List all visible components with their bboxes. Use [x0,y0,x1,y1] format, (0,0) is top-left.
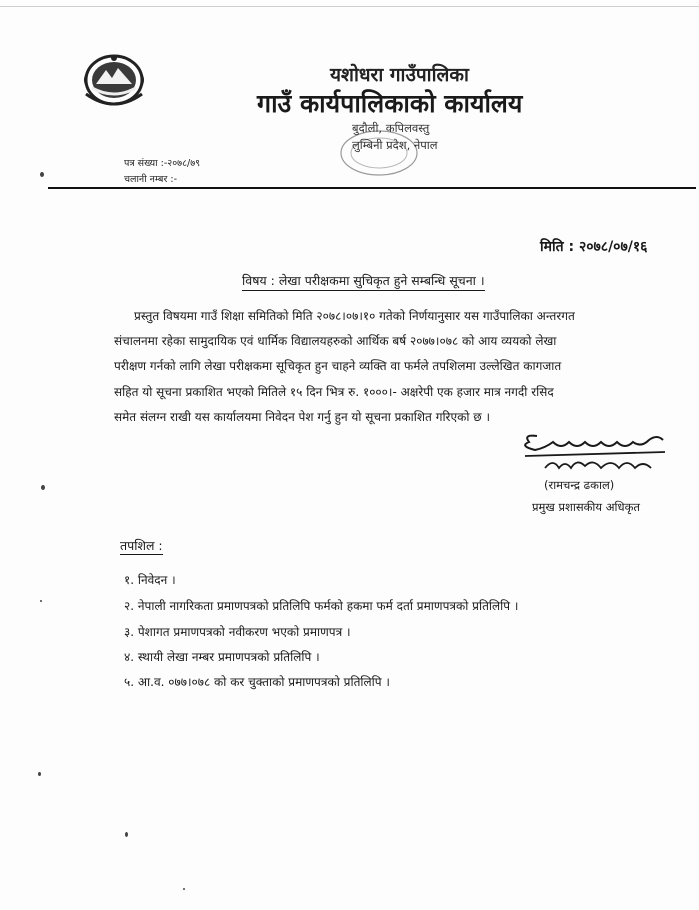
header-divider [48,187,696,189]
annex-item: ३. पेशागत प्रमाणपत्रको नवीकरण भएको प्रमाणपत्र । [124,625,351,639]
annex-heading: तपशिल : [120,538,163,553]
scan-top-edge [0,6,699,7]
body-line: सहित यो सूचना प्रकाशित भएको मितिले १५ दिन भित्र रु. १०००।- अक्षरेपी एक हजार मात्र नगदी रसिद [114,385,554,399]
body-line: समेत संलग्न राखी यस कार्यालयमा निवेदन पेश गर्नु हुन यो सूचना प्रकाशित गरिएको छ । [114,410,491,424]
address-line-2: लुम्बिनी प्रदेश, नेपाल [352,138,438,152]
notice-subject: विषय : लेखा परीक्षकमा सुचिकृत हुने सम्बन्धि सूचना । [242,272,485,291]
signatory-name: (रामचन्द्र ढकाल) [544,478,615,492]
handwritten-signature [515,428,675,480]
address-line-1: बुदौली, कपिलवस्तु [352,121,430,135]
scan-speck [183,888,185,890]
scan-speck [40,172,44,177]
body-line: परीक्षण गर्नको लागि लेखा परीक्षकमा सूचिकृत हुन चाहने व्यक्ति वा फर्मले तपशिलमा उल्लेखित कागजात [114,359,562,373]
body-line: प्रस्तुत विषयमा गाउँ शिक्षा समितिको मिति २०७८।०७।१० गतेको निर्णयानुसार यस गाउँपालिका अन्तरगत [134,309,575,323]
annex-item: २. नेपाली नागरिकता प्रमाणपत्रको प्रतिलिपि फर्मको हकमा फर्म दर्ता प्रमाणपत्रको प्रतिलिपि । [124,599,519,613]
annex-item: १. निवेदन । [124,573,176,587]
scan-speck [41,485,45,490]
scan-speck [125,832,128,837]
dispatch-number: चलानी नम्बर :- [124,174,178,185]
municipal-emblem-icon [78,50,150,112]
scan-speck [40,600,42,602]
body-line: संचालनमा रहेका सामुदायिक एवं धार्मिक विद्यालयहरुको आर्थिक बर्ष २०७७।०७८ को आय व्ययको लेखा [114,334,557,348]
signatory-title: प्रमुख प्रशासकीय अधिकृत [532,500,640,514]
org-name: यशोधरा गाउँपालिका [330,64,469,86]
notice-date: मिति : २०७८/०७/१६ [540,239,648,255]
annex-item: ४. स्थायी लेखा नम्बर प्रमाणपत्रको प्रतिलिपि । [124,650,320,664]
letter-reference-number: पत्र संख्या :-२०७८/७९ [124,158,201,169]
office-name: गाउँ कार्यपालिकाको कार्यालय [257,89,523,118]
scan-speck [38,772,41,776]
annex-item: ५. आ.व. ०७७।०७८ को कर चुक्ताको प्रमाणपत्रको प्रतिलिपि । [124,675,390,689]
